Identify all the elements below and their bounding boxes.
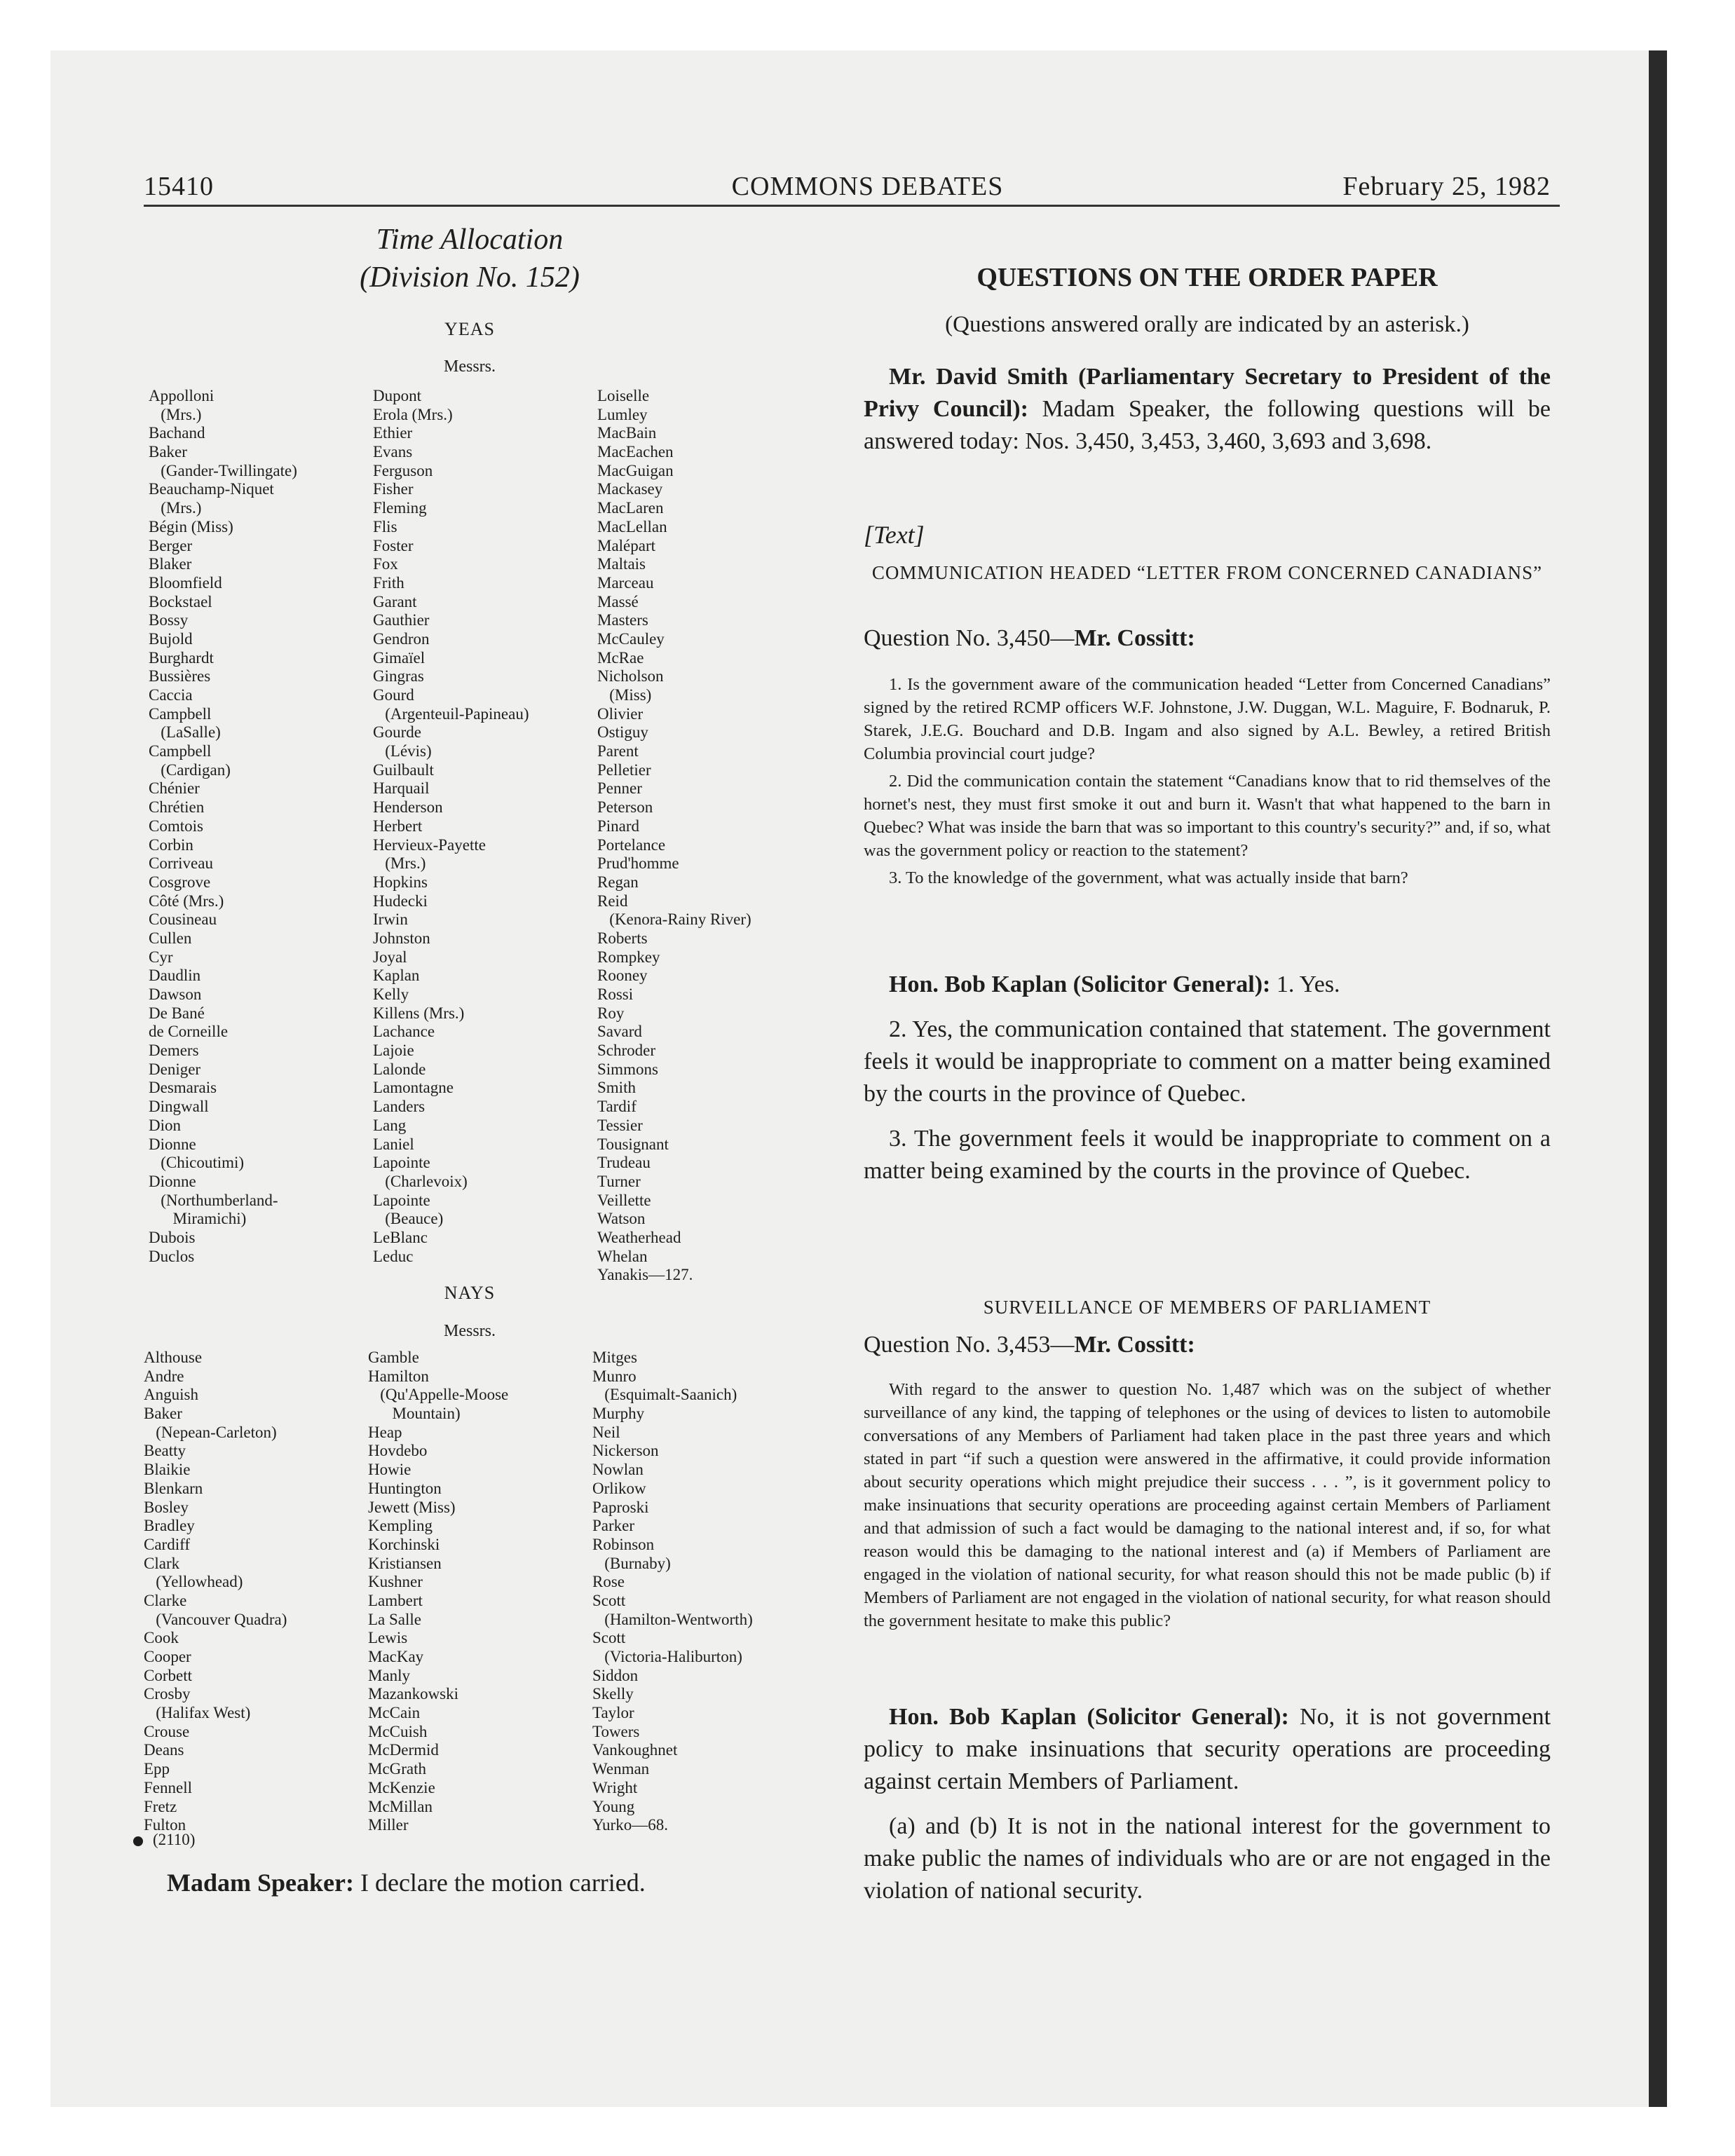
- member-name: (Vancouver Quadra): [144, 1610, 287, 1628]
- member-name: (Mrs.): [149, 499, 202, 517]
- member-name: Corbett: [144, 1666, 192, 1684]
- member-name: Frith: [373, 573, 404, 592]
- member-name: Murphy: [592, 1405, 645, 1423]
- member-name: Chénier: [149, 779, 200, 798]
- time-marker: [133, 1831, 195, 1849]
- member-name: Veillette: [597, 1191, 651, 1209]
- time-marker-text: (2110): [153, 1831, 196, 1848]
- member-name: Hamilton: [368, 1367, 429, 1385]
- member-name: Beauchamp-Niquet: [149, 480, 274, 498]
- member-name: Rose: [592, 1573, 625, 1591]
- nays-messrs: Messrs.: [443, 1322, 496, 1340]
- member-name: Crosby: [144, 1685, 191, 1703]
- q1-answer-paragraph-2: 3. The government feels it would be inappropriate to comment on a matter being examined by the courts in the province of Quebec.: [864, 1126, 1551, 1184]
- member-name: Siddon: [592, 1666, 639, 1684]
- member-name: (Charlevoix): [373, 1172, 468, 1190]
- member-name: Heap: [368, 1423, 402, 1441]
- member-name: Howie: [368, 1461, 411, 1479]
- member-name: MacLellan: [597, 517, 667, 535]
- member-name: Foster: [373, 536, 414, 554]
- member-name: Scott: [592, 1591, 626, 1609]
- member-name: Burghardt: [149, 648, 214, 667]
- member-name: Andre: [144, 1367, 184, 1385]
- member-name: Regan: [597, 873, 639, 891]
- member-name: Lambert: [368, 1591, 423, 1609]
- member-name: (LaSalle): [149, 723, 221, 742]
- member-name: (Northumberland-: [149, 1191, 278, 1209]
- nays-column-3: [592, 1349, 753, 1835]
- member-name: Nicholson: [597, 667, 664, 685]
- member-name: Erola (Mrs.): [373, 405, 453, 423]
- member-name: Bossy: [149, 611, 189, 629]
- member-name: Blenkarn: [144, 1479, 203, 1497]
- q1-label: Question No. 3,450—: [864, 625, 1075, 651]
- member-name: Fulton: [144, 1816, 186, 1834]
- member-name: (Hamilton-Wentworth): [592, 1610, 753, 1628]
- member-name: Gauthier: [373, 611, 430, 629]
- member-name: Masters: [597, 611, 648, 629]
- member-name: Robinson: [592, 1535, 655, 1553]
- member-name: Joyal: [373, 948, 407, 966]
- member-name: Savard: [597, 1023, 642, 1041]
- member-name: (Argenteuil-Papineau): [373, 704, 529, 723]
- member-name: Ferguson: [373, 461, 433, 479]
- q2-answer-speaker: Hon. Bob Kaplan (Solicitor General):: [889, 1704, 1289, 1730]
- member-name: Cardiff: [144, 1535, 191, 1553]
- member-name: Schroder: [597, 1042, 656, 1060]
- member-name: Demers: [149, 1042, 199, 1060]
- q2-answer-first: No, it is not government policy to make insinuations that security operations are proceeding against certain Members of Parliament.: [864, 1704, 1551, 1794]
- member-name: Parent: [597, 742, 639, 760]
- member-name: MacGuigan: [597, 461, 674, 479]
- member-name: Anguish: [144, 1386, 198, 1404]
- member-name: Wright: [592, 1778, 638, 1796]
- member-name: Skelly: [592, 1685, 634, 1703]
- member-name: Simmons: [597, 1060, 658, 1078]
- member-name: Rompkey: [597, 948, 660, 966]
- member-name: Kelly: [373, 985, 409, 1003]
- member-name: Herbert: [373, 817, 423, 835]
- member-name: Fox: [373, 555, 398, 573]
- member-name: Evans: [373, 443, 413, 461]
- closing-text: I declare the motion carried.: [360, 1869, 646, 1897]
- member-name: Bloomfield: [149, 573, 222, 592]
- member-name: Prud'homme: [597, 854, 679, 873]
- member-name: (Victoria-Haliburton): [592, 1648, 742, 1665]
- member-name: Hervieux-Payette: [373, 835, 486, 854]
- member-name: Olivier: [597, 704, 644, 723]
- member-name: Hopkins: [373, 873, 428, 891]
- member-name: Turner: [597, 1172, 641, 1190]
- member-name: Tardif: [597, 1098, 637, 1116]
- member-name: Laniel: [373, 1135, 414, 1153]
- member-name: Loiselle: [597, 387, 650, 404]
- member-name: Comtois: [149, 817, 203, 835]
- member-name: Ethier: [373, 424, 413, 442]
- q1-label-line: [864, 625, 1551, 652]
- member-name: Weatherhead: [597, 1228, 681, 1246]
- yeas-column-2: [373, 387, 529, 1266]
- member-name: Gamble: [368, 1349, 419, 1366]
- member-name: Taylor: [592, 1704, 634, 1722]
- text-marker: [Text]: [864, 521, 925, 549]
- member-name: (Yellowhead): [144, 1573, 243, 1591]
- member-name: Baker: [144, 1405, 182, 1423]
- member-name: Kristiansen: [368, 1554, 442, 1572]
- member-name: Bockstael: [149, 592, 212, 610]
- member-name: Daudlin: [149, 967, 201, 985]
- member-name: Nowlan: [592, 1461, 644, 1479]
- member-name: Crouse: [144, 1722, 190, 1740]
- q1-paragraph-3: 3. To the knowledge of the government, what was actually inside that barn?: [889, 868, 1408, 887]
- member-name: McDermid: [368, 1741, 439, 1759]
- yeas-column-3: [597, 387, 751, 1285]
- member-name: De Bané: [149, 1004, 205, 1022]
- member-name: Guilbault: [373, 760, 434, 779]
- member-name: Lapointe: [373, 1154, 430, 1172]
- publication-title: COMMONS DEBATES: [731, 172, 1004, 201]
- member-name: Bradley: [144, 1517, 195, 1535]
- member-name: (Esquimalt-Saanich): [592, 1386, 737, 1404]
- member-name: (Miss): [597, 686, 652, 704]
- member-name: Cooper: [144, 1648, 191, 1665]
- member-name: Henderson: [373, 798, 443, 817]
- member-name: Manly: [368, 1666, 411, 1684]
- bullet-dot-icon: [133, 1836, 143, 1846]
- member-name: Miller: [368, 1816, 409, 1834]
- q1-answer-paragraph-1: 2. Yes, the communication contained that statement. The government feels it would be inappropriate to comment on a matter being examined by the courts in the province of Quebec.: [864, 1016, 1551, 1107]
- member-name: Bussières: [149, 667, 211, 685]
- nays-column-2: [368, 1349, 508, 1835]
- member-name: Penner: [597, 779, 642, 798]
- member-name: MacLaren: [597, 499, 664, 517]
- member-name: (Halifax West): [144, 1704, 251, 1722]
- q2-question-text: [864, 1378, 1551, 1632]
- member-name: LeBlanc: [373, 1228, 428, 1246]
- member-name: Wenman: [592, 1760, 650, 1778]
- member-name: Deniger: [149, 1060, 201, 1078]
- member-name: (Gander-Twillingate): [149, 461, 297, 479]
- member-name: Fretz: [144, 1797, 177, 1815]
- member-name: Bachand: [149, 424, 205, 442]
- member-name: Clark: [144, 1554, 180, 1572]
- intro-text: Madam Speaker, the following questions will be answered today: Nos. 3,450, 3,453, 3,460, 3,693 and 3,698.: [864, 396, 1551, 454]
- member-name: Mitges: [592, 1349, 637, 1366]
- member-name: Gimaïel: [373, 648, 426, 667]
- q1-paragraph-2: 2. Did the communication contain the statement “Canadians know that to rid themselves of the hornet's nest, they must first smoke it out and burn it. Wasn't that what happened to the barn in Quebec? What was inside the barn that was so important to this country's security?” and, if so, what was the government policy or reaction to the statement?: [864, 772, 1551, 860]
- member-name: Gourd: [373, 686, 414, 704]
- member-name: Leduc: [373, 1247, 414, 1265]
- member-name: Neil: [592, 1423, 620, 1441]
- member-name: Tousignant: [597, 1135, 669, 1153]
- member-name: Mazankowski: [368, 1685, 459, 1703]
- member-name: Cousineau: [149, 910, 217, 929]
- member-name: Cosgrove: [149, 873, 211, 891]
- member-name: Fennell: [144, 1778, 192, 1796]
- member-name: Killens (Mrs.): [373, 1004, 465, 1022]
- member-name: Yanakis—127.: [597, 1266, 693, 1284]
- member-name: Fisher: [373, 480, 414, 498]
- intro-speaker: Mr. David Smith (Parliamentary Secretary to President of the Privy Council):: [864, 364, 1551, 422]
- member-name: Cyr: [149, 948, 173, 966]
- member-name: Portelance: [597, 835, 666, 854]
- member-name: Dupont: [373, 387, 421, 404]
- member-name: (Mrs.): [149, 405, 202, 423]
- q2-answer-paragraph-1: (a) and (b) It is not in the national interest for the government to make public the names of individuals who are or are not engaged in the violation of national security.: [864, 1813, 1551, 1904]
- member-name: Dingwall: [149, 1098, 209, 1116]
- member-name: Rooney: [597, 967, 648, 985]
- member-name: Cullen: [149, 929, 192, 947]
- member-name: Harquail: [373, 779, 430, 798]
- member-name: Jewett (Miss): [368, 1498, 456, 1516]
- header-rule: [144, 205, 1560, 207]
- member-name: Paproski: [592, 1498, 649, 1516]
- nays-column-1: [144, 1349, 287, 1835]
- member-name: Massé: [597, 592, 639, 610]
- q2-answer: [864, 1701, 1551, 1907]
- member-name: Hudecki: [373, 892, 428, 910]
- member-name: Huntington: [368, 1479, 442, 1497]
- division-number: (Division No. 152): [360, 261, 580, 294]
- questions-note: (Questions answered orally are indicated by an asterisk.): [945, 312, 1469, 337]
- member-name: Corbin: [149, 835, 193, 854]
- member-name: Garant: [373, 592, 417, 610]
- member-name: Maltais: [597, 555, 646, 573]
- member-name: Scott: [592, 1629, 626, 1647]
- member-name: MacEachen: [597, 443, 674, 461]
- questions-title: QUESTIONS ON THE ORDER PAPER: [977, 263, 1438, 292]
- member-name: Dubois: [149, 1228, 196, 1246]
- member-name: Mackasey: [597, 480, 663, 498]
- member-name: Miramichi): [149, 1210, 247, 1228]
- q1-answer-speaker: Hon. Bob Kaplan (Solicitor General):: [889, 971, 1271, 997]
- member-name: McGrath: [368, 1760, 427, 1778]
- q1-asker: Mr. Cossitt:: [1074, 625, 1195, 651]
- member-name: (Burnaby): [592, 1554, 671, 1572]
- member-name: Malépart: [597, 536, 656, 554]
- member-name: Lajoie: [373, 1042, 414, 1060]
- member-name: Johnston: [373, 929, 430, 947]
- q2-asker: Mr. Cossitt:: [1074, 1332, 1195, 1358]
- q2-paragraph: With regard to the answer to question No. 1,487 which was on the subject of whether surveillance of any kind, the tapping of telephones or the using of devices to listen to automobile conversations of any Members of Parliament had taken place in the past three years and which stated in part “if such a question were answered in the affirmative, it could provide information about security operations which might prejudice their success . . . ”, is it government policy to make insinuations that security operations are proceeding against certain Members of Parliament and that admission of such a fact would be damaging to the national interest and, if so, for what reason would this be damaging to the national interest and (a) if Members of Parliament are engaged in the violation of national security, for what reason should this not be made public (b) if Members of Parliament are not engaged in the violation of national security, for what reason should the government hesitate to make this public?: [864, 1380, 1551, 1630]
- member-name: Fleming: [373, 499, 427, 517]
- member-name: (Chicoutimi): [149, 1154, 245, 1172]
- member-name: (Kenora-Rainy River): [597, 910, 751, 929]
- member-name: La Salle: [368, 1610, 421, 1628]
- member-name: (Cardigan): [149, 760, 231, 779]
- member-name: Dionne: [149, 1135, 196, 1153]
- member-name: Watson: [597, 1210, 646, 1228]
- member-name: Clarke: [144, 1591, 187, 1609]
- member-name: Lang: [373, 1116, 407, 1134]
- q1-paragraph-1: 1. Is the government aware of the communication headed “Letter from Concerned Canadians” signed by the retired RCMP officers W.F. Johnstone, J.W. Duggan, W.L. Maguire, F. Bodnaruk, P. Starek, J.E.G. Bouchard and D.B. Ingam and also signed by A.L. Bewley, a retired British Columbia provincial court judge?: [864, 675, 1551, 763]
- member-name: Cook: [144, 1629, 179, 1647]
- member-name: Blaker: [149, 555, 192, 573]
- member-name: (Nepean-Carleton): [144, 1423, 277, 1441]
- member-name: Kaplan: [373, 967, 420, 985]
- member-name: McCain: [368, 1704, 421, 1722]
- member-name: Dawson: [149, 985, 202, 1003]
- member-name: Corriveau: [149, 854, 213, 873]
- member-name: Gendron: [373, 629, 430, 648]
- member-name: MacBain: [597, 424, 657, 442]
- member-name: Landers: [373, 1098, 426, 1116]
- member-name: Blaikie: [144, 1461, 191, 1479]
- member-name: (Beauce): [373, 1210, 444, 1228]
- member-name: McKenzie: [368, 1778, 435, 1796]
- member-name: McCuish: [368, 1722, 428, 1740]
- member-name: Epp: [144, 1760, 170, 1778]
- member-name: Kushner: [368, 1573, 423, 1591]
- member-name: (Mrs.): [373, 854, 426, 873]
- member-name: Mountain): [368, 1405, 461, 1423]
- member-name: Desmarais: [149, 1079, 217, 1097]
- member-name: Côté (Mrs.): [149, 892, 224, 910]
- member-name: Marceau: [597, 573, 654, 592]
- member-name: (Qu'Appelle-Moose: [368, 1386, 509, 1404]
- member-name: Appolloni: [149, 387, 215, 404]
- member-name: Lumley: [597, 405, 648, 423]
- member-name: Lachance: [373, 1023, 435, 1041]
- member-name: Pinard: [597, 817, 640, 835]
- member-name: Whelan: [597, 1247, 648, 1265]
- member-name: Duclos: [149, 1247, 195, 1265]
- member-name: Flis: [373, 517, 397, 535]
- member-name: Althouse: [144, 1349, 203, 1366]
- member-name: Chrétien: [149, 798, 205, 817]
- q1-question-text: [864, 673, 1551, 889]
- member-name: Bujold: [149, 629, 193, 648]
- member-name: Roy: [597, 1004, 625, 1022]
- member-name: Campbell: [149, 704, 212, 723]
- member-name: McCauley: [597, 629, 665, 648]
- member-name: Trudeau: [597, 1154, 651, 1172]
- member-name: Young: [592, 1797, 635, 1815]
- member-name: Berger: [149, 536, 193, 554]
- member-name: Bégin (Miss): [149, 517, 233, 535]
- q2-heading: SURVEILLANCE OF MEMBERS OF PARLIAMENT: [983, 1297, 1431, 1318]
- member-name: Parker: [592, 1517, 635, 1535]
- q2-label: Question No. 3,453—: [864, 1332, 1075, 1358]
- member-name: Kempling: [368, 1517, 433, 1535]
- member-name: Lalonde: [373, 1060, 426, 1078]
- member-name: Rossi: [597, 985, 634, 1003]
- member-name: Irwin: [373, 910, 408, 929]
- member-name: de Corneille: [149, 1023, 229, 1041]
- member-name: Yurko—68.: [592, 1816, 668, 1834]
- page-number: 15410: [144, 172, 214, 201]
- member-name: Orlikow: [592, 1479, 646, 1497]
- member-name: Beatty: [144, 1442, 186, 1460]
- member-name: Lamontagne: [373, 1079, 454, 1097]
- member-name: Pelletier: [597, 760, 651, 779]
- member-name: Nickerson: [592, 1442, 659, 1460]
- closing-speaker: Madam Speaker:: [167, 1869, 354, 1897]
- member-name: Bosley: [144, 1498, 189, 1516]
- member-name: Peterson: [597, 798, 653, 817]
- member-name: Hovdebo: [368, 1442, 428, 1460]
- member-name: Deans: [144, 1741, 184, 1759]
- member-name: Towers: [592, 1722, 640, 1740]
- member-name: Lapointe: [373, 1191, 430, 1209]
- yeas-label: YEAS: [444, 319, 495, 339]
- q1-answer: [864, 969, 1551, 1187]
- member-name: Roberts: [597, 929, 648, 947]
- nays-label: NAYS: [444, 1283, 496, 1303]
- q2-label-line: [864, 1332, 1551, 1358]
- yeas-column-1: [149, 387, 297, 1266]
- division-title: Time Allocation: [376, 224, 564, 256]
- member-name: Campbell: [149, 742, 212, 760]
- member-name: Gourde: [373, 723, 421, 742]
- member-name: Munro: [592, 1367, 637, 1385]
- member-name: Ostiguy: [597, 723, 648, 742]
- q1-answer-first: 1. Yes.: [1276, 971, 1340, 997]
- member-name: McMillan: [368, 1797, 433, 1815]
- member-name: Korchinski: [368, 1535, 440, 1553]
- member-name: Dionne: [149, 1172, 196, 1190]
- member-name: McRae: [597, 648, 644, 667]
- member-name: Baker: [149, 443, 187, 461]
- intro-paragraph: [864, 361, 1551, 458]
- yeas-messrs: Messrs.: [443, 357, 496, 376]
- member-name: (Lévis): [373, 742, 432, 760]
- member-name: Reid: [597, 892, 628, 910]
- member-name: Gingras: [373, 667, 424, 685]
- member-name: Smith: [597, 1079, 636, 1097]
- member-name: MacKay: [368, 1648, 424, 1665]
- publication-date: February 25, 1982: [1342, 172, 1551, 201]
- member-name: Vankoughnet: [592, 1741, 678, 1759]
- member-name: Dion: [149, 1116, 181, 1134]
- member-name: Lewis: [368, 1629, 408, 1647]
- member-name: Caccia: [149, 686, 193, 704]
- motion-carried-line: [167, 1868, 646, 1897]
- q1-heading: COMMUNICATION HEADED “LETTER FROM CONCERNED CANADIANS”: [871, 562, 1543, 583]
- member-name: Tessier: [597, 1116, 643, 1134]
